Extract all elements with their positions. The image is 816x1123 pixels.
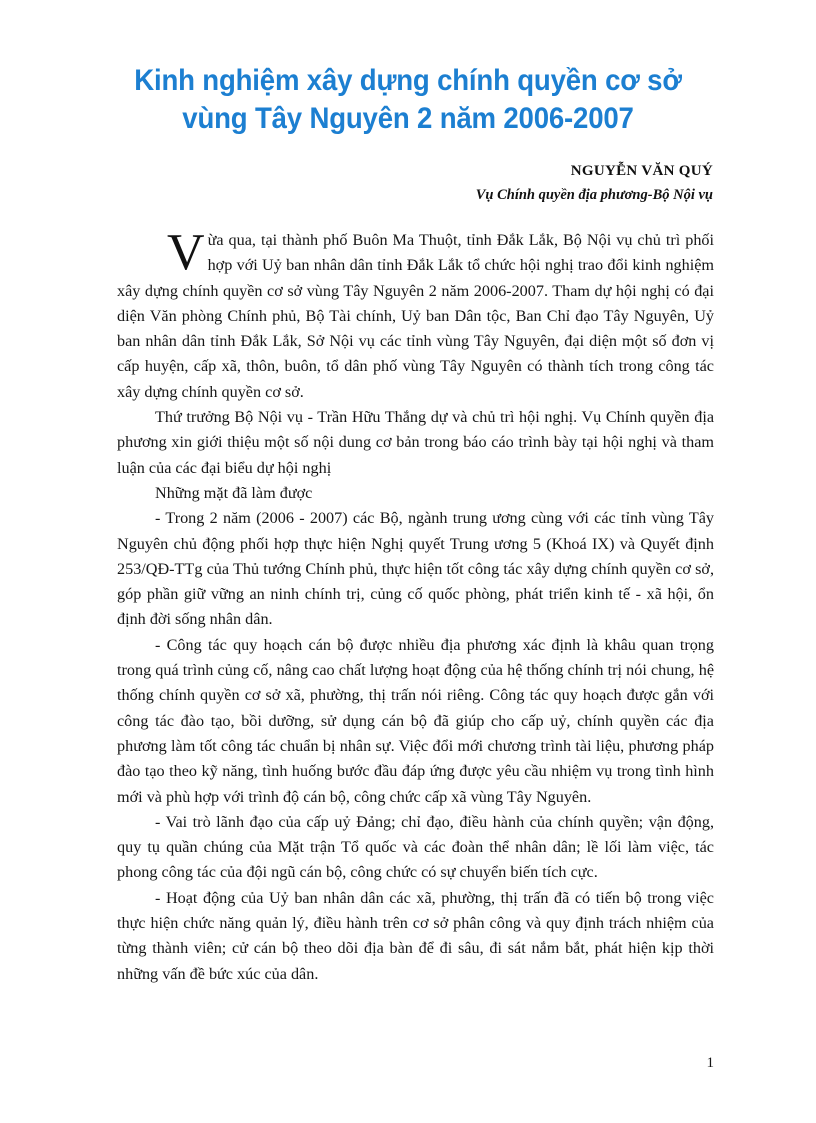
paragraph-bullet-2: - Công tác quy hoạch cán bộ được nhiều địa phương xác định là khâu quan trọng trong quá trình củng cố, nâng cao chất lượng hoạt động của hệ thống chính trị nói chung, hệ thống chính quyền cơ sở xã, phường, thị trấn nói riêng. Công tác quy hoạch được gắn với công tác đào tạo, bồi dưỡng, sử dụng cán bộ đã giúp cho cấp uỷ, chính quyền các địa phương làm tốt công tác chuẩn bị nhân sự. Việc đổi mới chương trình tài liệu, phương pháp đào tạo theo kỹ năng, tình huống bước đầu đáp ứng được yêu cầu nhiệm vụ trong tình hình mới và phù hợp với trình độ cán bộ, công chức cấp xã vùng Tây Nguyên.	[117, 635, 714, 806]
paragraph-text: ừa qua, tại thành phố Buôn Ma Thuột, tỉnh Đắk Lắk, Bộ Nội vụ chủ trì phối hợp với Uỷ ban nhân dân tỉnh Đắk Lắk tổ chức hội nghị trao đổi kinh nghiệm xây dựng chính quyền cơ sở vùng Tây Nguyên 2 năm 2006-2007. Tham dự hội nghị có đại diện Văn phòng Chính phủ, Bộ Tài chính, Uỷ ban Dân tộc, Ban Chỉ đạo Tây Nguyên, Uỷ ban nhân dân tỉnh Đắk Lắk, Sở Nội vụ các tỉnh vùng Tây Nguyên, đại diện một số đơn vị cấp huyện, cấp xã, thôn, buôn, tổ dân phố vùng Tây Nguyên có thành tích trong công tác xây dựng chính quyền cơ sở.	[117, 231, 714, 401]
page-number: 1	[706, 1055, 714, 1071]
author-affiliation: Vụ Chính quyền địa phương-Bộ Nội vụ	[475, 187, 713, 203]
paragraph-deputy-minister: Thứ trưởng Bộ Nội vụ - Trần Hữu Thắng dự và chủ trì hội nghị. Vụ Chính quyền địa phương xin giới thiệu một số nội dung cơ bản trong báo cáo trình bày tại hội nghị và tham luận của các đại biểu dự hội nghị	[117, 408, 714, 477]
author-block	[108, 160, 713, 206]
paragraph-intro	[117, 224, 714, 405]
page-title	[108, 62, 708, 138]
drop-cap: V	[167, 224, 205, 281]
section-heading: Những mặt đã làm được	[155, 483, 313, 502]
paragraph-bullet-1: - Trong 2 năm (2006 - 2007) các Bộ, ngành trung ương cùng với các tỉnh vùng Tây Nguyên chủ động phối hợp thực hiện Nghị quyết Trung ương 5 (Khoá IX) và Quyết định 253/QĐ-TTg của Thủ tướng Chính phủ, thực hiện tốt công tác xây dựng chính quyền cơ sở, góp phần giữ vững an ninh chính trị, củng cố quốc phòng, phát triển kinh tế - xã hội, ổn định đời sống nhân dân.	[117, 509, 714, 629]
title-line-1: Kinh nghiệm xây dựng chính quyền cơ sở	[134, 64, 682, 97]
title-line-2: vùng Tây Nguyên 2 năm 2006-2007	[182, 102, 634, 135]
article-body	[117, 224, 714, 987]
paragraph-bullet-3: - Vai trò lãnh đạo của cấp uỷ Đảng; chỉ đạo, điều hành của chính quyền; vận động, quy tụ quần chúng của Mặt trận Tổ quốc và các đoàn thể nhân dân; lề lối làm việc, tác phong công tác của đội ngũ cán bộ, công chức có sự chuyển biến tích cực.	[117, 812, 714, 882]
paragraph-bullet-4: - Hoạt động của Uỷ ban nhân dân các xã, phường, thị trấn đã có tiến bộ trong việc thực hiện chức năng quản lý, điều hành trên cơ sở phân công và quy định trách nhiệm của từng thành viên; cử cán bộ theo dõi địa bàn để đi sâu, đi sát nắm bắt, phát hiện kịp thời những vấn đề bức xúc của dân.	[117, 888, 714, 983]
author-name: NGUYỄN VĂN QUÝ	[570, 163, 713, 179]
